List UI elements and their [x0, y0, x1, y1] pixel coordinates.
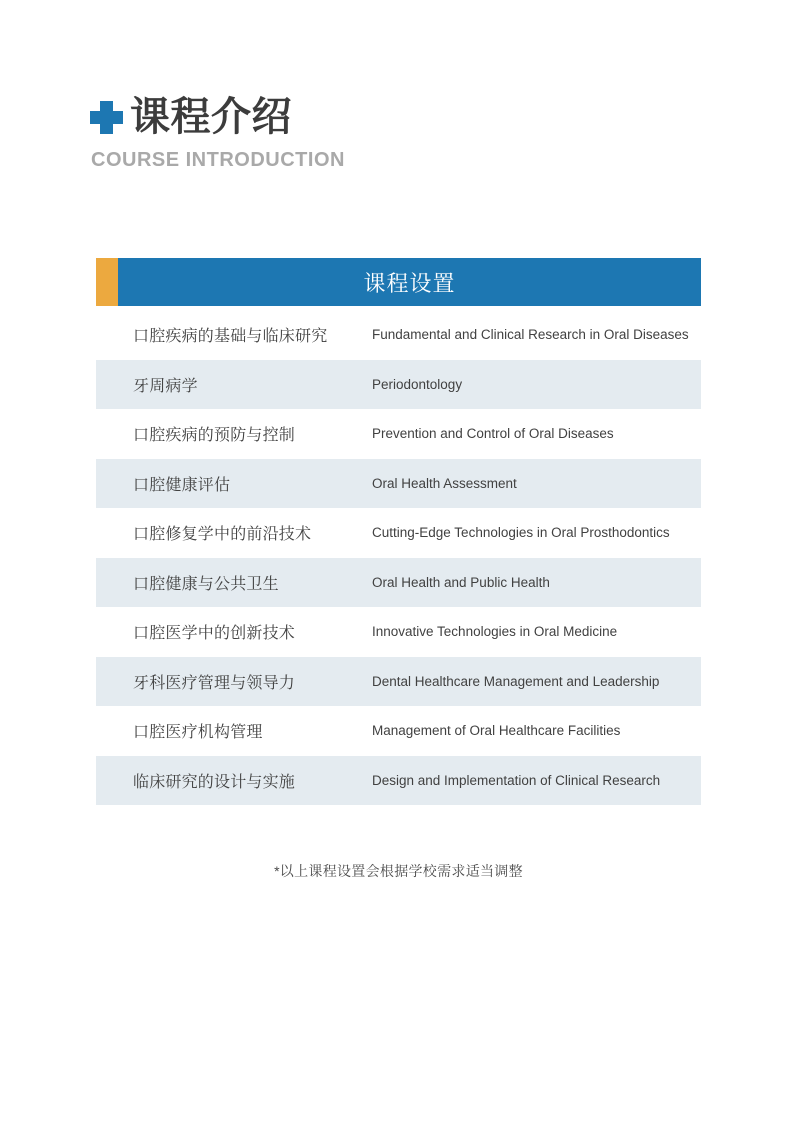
title-row — [90, 94, 345, 140]
course-name-zh: 口腔疾病的预防与控制 — [133, 427, 296, 445]
course-name-zh: 口腔修复学中的前沿技术 — [133, 526, 312, 544]
course-name-zh: 口腔健康评估 — [133, 476, 231, 494]
course-name-en: Management of Oral Healthcare Facilities — [372, 723, 621, 739]
accent-bar — [96, 258, 118, 306]
course-name-en: Oral Health Assessment — [372, 475, 517, 491]
course-table — [96, 258, 701, 805]
section-header — [90, 94, 345, 172]
footnote: *以上课程设置会根据学校需求适当调整 — [274, 863, 523, 879]
table-row — [96, 310, 701, 360]
course-name-zh: 临床研究的设计与实施 — [133, 773, 296, 791]
table-row — [96, 409, 701, 459]
table-row — [96, 558, 701, 608]
course-name-en: Periodontology — [372, 376, 463, 392]
course-name-zh: 口腔医学中的创新技术 — [133, 625, 296, 643]
course-name-zh: 牙科医疗管理与领导力 — [133, 674, 296, 692]
course-name-en: Cutting-Edge Technologies in Oral Prosthodontics — [372, 525, 670, 541]
table-row — [96, 360, 701, 410]
course-name-en: Innovative Technologies in Oral Medicine — [372, 624, 618, 640]
page-subtitle: COURSE INTRODUCTION — [91, 149, 345, 171]
course-name-en: Dental Healthcare Management and Leadership — [372, 673, 660, 689]
course-name-en: Prevention and Control of Oral Diseases — [372, 426, 614, 442]
table-row — [96, 657, 701, 707]
table-header — [96, 258, 701, 306]
table-row — [96, 508, 701, 558]
page-title: 课程介绍 — [130, 95, 292, 139]
table-row — [96, 607, 701, 657]
table-header-bar — [118, 258, 701, 306]
course-name-en: Design and Implementation of Clinical Research — [372, 772, 661, 788]
table-body — [96, 310, 701, 805]
table-row — [96, 706, 701, 756]
table-row — [96, 756, 701, 806]
course-name-zh: 口腔疾病的基础与临床研究 — [133, 328, 328, 346]
course-name-en: Oral Health and Public Health — [372, 574, 550, 590]
course-name-zh: 牙周病学 — [133, 377, 198, 395]
table-row — [96, 459, 701, 509]
table-header-title: 课程设置 — [363, 270, 456, 296]
plus-icon — [90, 101, 123, 134]
course-name-en: Fundamental and Clinical Research in Oral Diseases — [372, 327, 689, 343]
course-name-zh: 口腔医疗机构管理 — [133, 724, 263, 742]
course-name-zh: 口腔健康与公共卫生 — [133, 575, 279, 593]
